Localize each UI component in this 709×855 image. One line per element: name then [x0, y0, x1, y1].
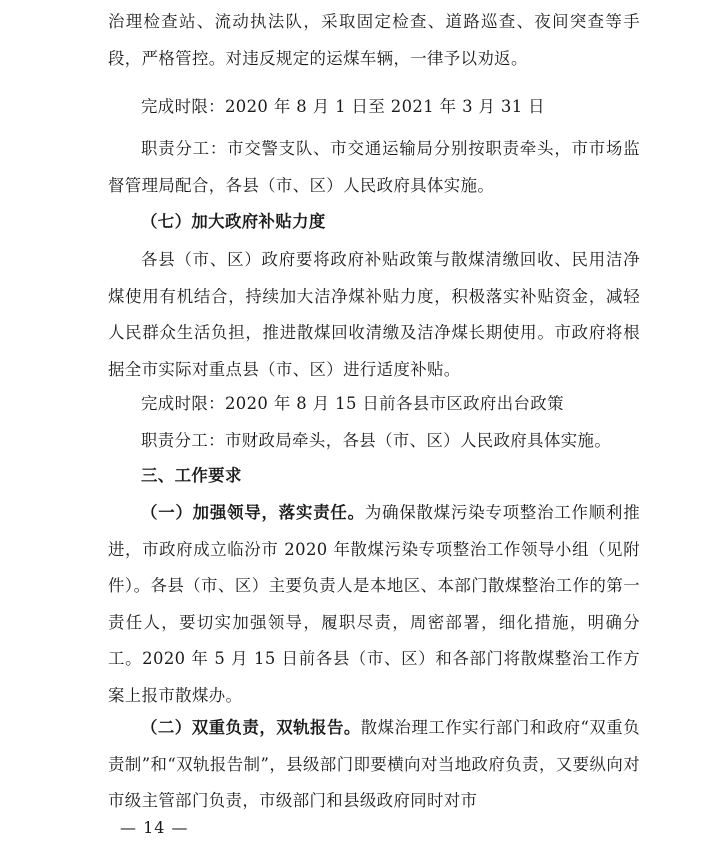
paragraph-leadership-lead: （一）加强领导，落实责任。: [141, 503, 365, 522]
paragraph-dual-responsibility-lead: （二）双重负责，双轨报告。: [141, 718, 361, 737]
paragraph-deadline-subsidy: 完成时限：2020 年 8 月 15 日前各县市区政府出台政策: [141, 394, 564, 413]
section-heading-work-requirements: 三、工作要求: [141, 466, 242, 485]
paragraph-leadership: [108, 495, 640, 715]
paragraph-responsibility-subsidy: 职责分工：市财政局牵头，各县（市、区）人民政府具体实施。: [141, 431, 612, 450]
paragraph-dual-responsibility: [108, 710, 640, 820]
paragraph-leadership-body: 为确保散煤污染专项整治工作顺利推进，市政府成立临汾市 2020 年散煤污染专项整治工作领导小组（见附件）。各县（市、区）主要负责人是本地区、本部门散煤整治工作的第一责任人，要切实加强领导，履职尽责，周密部署，细化措施，明确分工。2020 年 5 月 15 日前各县（市、区）和各部门将散煤整治工作方案上报市散煤办。: [108, 503, 641, 705]
paragraph-subsidy-body: 各县（市、区）政府要将政府补贴政策与散煤清缴回收、民用洁净煤使用有机结合，持续加大洁净煤补贴力度，积极落实补贴资金，减轻人民群众生活负担，推进散煤回收清缴及洁净煤长期使用。市政府将根据全市实际对重点县（市、区）进行适度补贴。: [108, 250, 640, 379]
paragraph-deadline-transport: 完成时限：2020 年 8 月 1 日至 2021 年 3 月 31 日: [141, 97, 545, 116]
section-heading-subsidy: （七）加大政府补贴力度: [141, 212, 326, 231]
page-number: — 14 —: [120, 818, 189, 837]
paragraph-responsibility-transport: 职责分工：市交警支队、市交通运输局分别按职责牵头，市市场监督管理局配合，各县（市、区）人民政府具体实施。: [108, 139, 640, 195]
paragraph-enforcement-continued: 治理检查站、流动执法队，采取固定检查、道路巡查、夜间突查等手段，严格管控。对违反规定的运煤车辆，一律予以劝返。: [108, 12, 640, 68]
paragraph-dual-responsibility-body: 散煤治理工作实行部门和政府“双重负责制”和“双轨报告制”，县级部门即要横向对当地政府负责，又要纵向对市级主管部门负责，市级部门和县级政府同时对市: [108, 718, 640, 811]
